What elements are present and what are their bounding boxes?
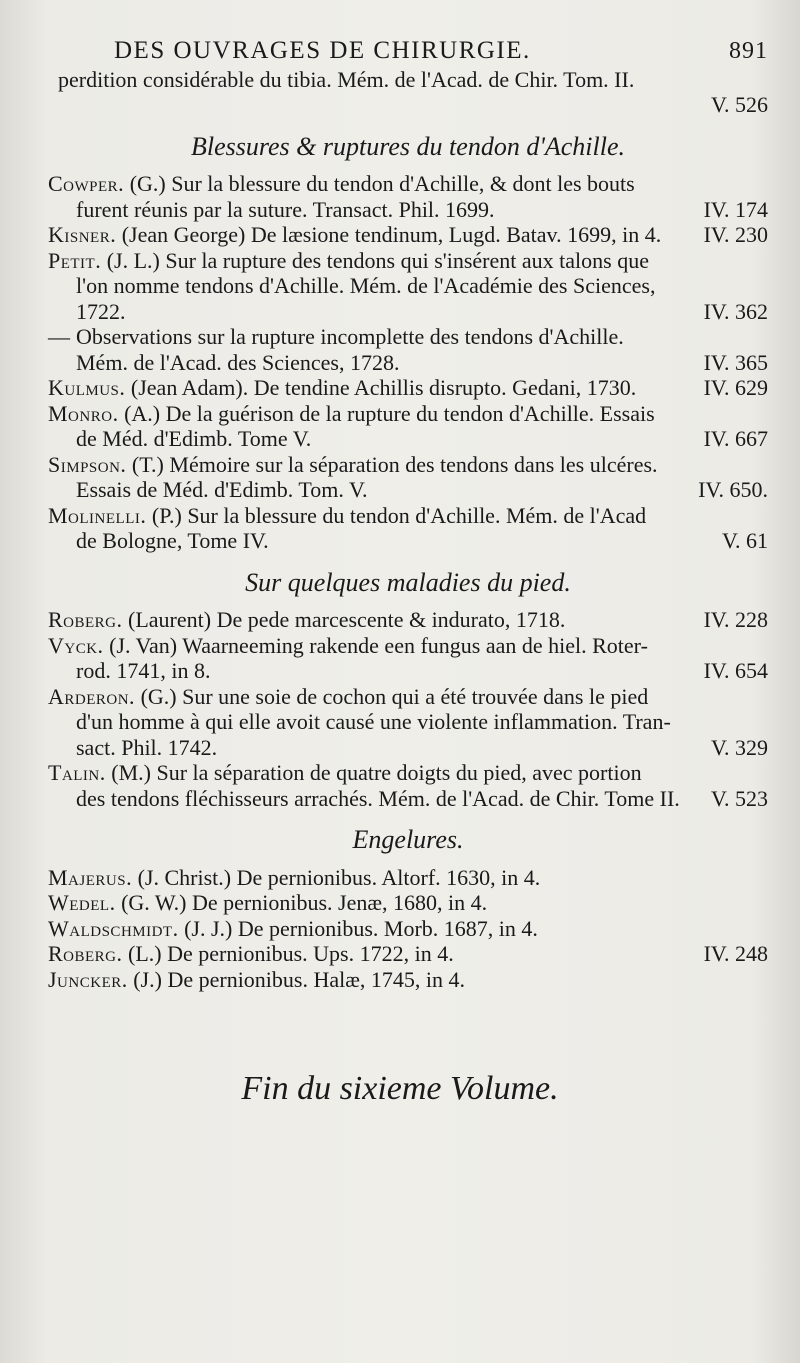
entry-text: (A.) De la guérison de la rupture du tendon d'Achille. Essais xyxy=(124,400,655,426)
entry-volume: IV. 629 xyxy=(703,375,768,400)
entry-line xyxy=(48,299,768,325)
entry-text: (J. Christ.) De pernionibus. Altorf. 1630, in 4. xyxy=(137,864,541,890)
entry-volume: IV. 667 xyxy=(703,426,768,451)
carryover-text: perdition considérable du tibia. Mém. de l'Acad. de Chir. Tom. II. xyxy=(58,66,635,92)
bibliography-entry xyxy=(48,916,768,942)
entry-text: (M.) Sur la séparation de quatre doigts du pied, avec portion xyxy=(111,760,642,785)
bibliography-entry xyxy=(48,890,768,916)
entry-line xyxy=(48,401,768,427)
entry-volume: IV. 248 xyxy=(703,941,768,966)
bibliography-entry xyxy=(48,248,768,325)
page-number: 891 xyxy=(729,38,768,64)
entry-text: de Méd. d'Edimb. Tome V. xyxy=(76,426,312,451)
entry-line xyxy=(48,607,768,633)
entry-volume: IV. 362 xyxy=(703,298,768,324)
entry-line xyxy=(48,248,768,274)
entry-author: Majerus. xyxy=(48,864,133,890)
entry-line xyxy=(48,171,768,197)
entry-line xyxy=(48,222,768,248)
running-head-title: DES OUVRAGES DE CHIRURGIE. xyxy=(114,37,531,64)
entry-text: sact. Phil. 1742. xyxy=(76,734,218,760)
entry-text: (G.) Sur la blessure du tendon d'Achille, & dont les bouts xyxy=(129,171,635,196)
bibliography-entry xyxy=(48,375,768,401)
entry-volume: V. 523 xyxy=(710,785,768,811)
entry-text: furent réunis par la suture. Transact. Phil. 1699. xyxy=(76,196,495,222)
entry-author: Waldschmidt. xyxy=(48,915,179,941)
entry-line xyxy=(48,375,768,401)
entry-author: Monro. xyxy=(48,400,119,426)
bibliography-entry xyxy=(48,607,768,633)
entry-volume: V. 61 xyxy=(721,528,768,553)
section-title: Engelures. xyxy=(352,825,464,854)
entry-author: Arderon. xyxy=(48,683,136,709)
page-content xyxy=(48,38,768,992)
entry-author: Juncker. xyxy=(48,966,128,992)
bibliography-entry xyxy=(48,684,768,761)
entry-text: rod. 1741, in 8. xyxy=(76,658,211,683)
entry-line xyxy=(48,452,768,478)
section-title: Sur quelques maladies du pied. xyxy=(245,567,571,597)
entry-text: (T.) Mémoire sur la séparation des tendons dans les ulcéres. xyxy=(131,451,658,477)
running-head xyxy=(114,38,768,65)
entry-text: (J. L.) Sur la rupture des tendons qui s'insérent aux talons que xyxy=(106,247,649,273)
bibliography-entry xyxy=(48,633,768,684)
entry-author: Vyck. xyxy=(48,632,104,658)
entry-line xyxy=(48,477,768,503)
entry-text: de Bologne, Tome IV. xyxy=(76,528,269,553)
entry-line xyxy=(48,684,768,710)
entry-line xyxy=(48,916,768,942)
carryover-volume: V. 526 xyxy=(710,92,768,117)
entry-volume: IV. 230 xyxy=(703,222,768,247)
entry-volume: IV. 365 xyxy=(703,349,768,375)
entry-author: Petit. xyxy=(48,247,102,273)
bibliography-entry xyxy=(48,324,768,375)
entry-line xyxy=(48,890,768,916)
entry-text: 1722. xyxy=(76,298,126,324)
section-title: Blessures & ruptures du tendon d'Achille. xyxy=(190,131,626,161)
bibliography-entry xyxy=(48,760,768,811)
entry-author: Wedel. xyxy=(48,890,116,915)
entry-text: (G.) Sur une soie de cochon qui a été trouvée dans le pied xyxy=(140,683,649,709)
entry-line xyxy=(48,426,768,452)
entry-text: Observations sur la rupture incomplette des tendons d'Achille. xyxy=(76,324,624,349)
bibliography-entry xyxy=(48,865,768,891)
bibliography-entry xyxy=(48,452,768,503)
entry-volume: IV. 654 xyxy=(703,658,768,683)
entry-line xyxy=(48,760,768,786)
entry-author: Simpson. xyxy=(48,451,127,477)
entry-line xyxy=(48,865,768,891)
bibliography-entry xyxy=(48,401,768,452)
entry-line xyxy=(48,273,768,299)
entry-author: Roberg. xyxy=(48,941,123,966)
bibliography-entry xyxy=(48,941,768,967)
entry-volume: V. 329 xyxy=(710,734,768,760)
entry-author: Talin. xyxy=(48,760,106,785)
entry-volume: IV. 650. xyxy=(698,477,768,502)
entry-text: (Laurent) De pede marcescente & indurato, 1718. xyxy=(128,607,566,632)
entry-author: Kisner. xyxy=(48,222,117,247)
bibliography-entry xyxy=(48,503,768,554)
entry-text: l'on nomme tendons d'Achille. Mém. de l'Académie des Sciences, xyxy=(76,273,656,298)
entry-text: (P.) Sur la blessure du tendon d'Achille. Mém. de l'Acad xyxy=(151,502,647,528)
entry-text: des tendons fléchisseurs arrachés. Mém. de l'Acad. de Chir. Tome II. xyxy=(76,785,680,811)
bibliography-entry xyxy=(48,171,768,222)
entry-volume: IV. 228 xyxy=(703,607,768,632)
entry-line xyxy=(48,528,768,554)
entry-line xyxy=(48,967,768,993)
entry-text: Mém. de l'Acad. des Sciences, 1728. xyxy=(76,349,400,375)
bibliography-sections xyxy=(48,131,768,993)
entry-text: (L.) De pernionibus. Ups. 1722, in 4. xyxy=(128,941,454,966)
entry-line xyxy=(48,786,768,812)
entry-text: Essais de Méd. d'Edimb. Tom. V. xyxy=(76,477,368,502)
entry-line xyxy=(48,709,768,735)
entry-text: (J.) De pernionibus. Halæ, 1745, in 4. xyxy=(133,966,466,992)
entry-text: (Jean George) De læsione tendinum, Lugd. Batav. 1699, in 4. xyxy=(121,222,662,247)
entry-line xyxy=(48,197,768,223)
entry-line xyxy=(48,735,768,761)
bibliography-entry xyxy=(48,222,768,248)
entry-author: Cowper. xyxy=(48,171,125,196)
entry-line xyxy=(48,658,768,684)
entry-text: d'un homme à qui elle avoit causé une violente inflammation. Tran- xyxy=(76,709,671,734)
entry-author: Molinelli. xyxy=(48,502,147,528)
entry-line xyxy=(48,324,768,350)
entry-author: Kulmus. xyxy=(48,375,126,400)
entry-author: — xyxy=(48,324,71,349)
entry-line xyxy=(48,350,768,376)
bibliography-entry xyxy=(48,967,768,993)
entry-author: Roberg. xyxy=(48,607,123,632)
entry-line xyxy=(48,633,768,659)
entry-text: (J. J.) De pernionibus. Morb. 1687, in 4. xyxy=(184,915,538,941)
entry-text: (Jean Adam). De tendine Achillis disrupto. Gedani, 1730. xyxy=(130,375,637,400)
entry-text: (G. W.) De pernionibus. Jenæ, 1680, in 4. xyxy=(121,890,488,915)
closing-line: Fin du sixieme Volume. xyxy=(241,1070,559,1107)
entry-line xyxy=(48,941,768,967)
entry-volume: IV. 174 xyxy=(703,196,768,222)
entry-line xyxy=(48,503,768,529)
entry-text: (J. Van) Waarneeming rakende een fungus aan de hiel. Roter- xyxy=(109,632,648,658)
